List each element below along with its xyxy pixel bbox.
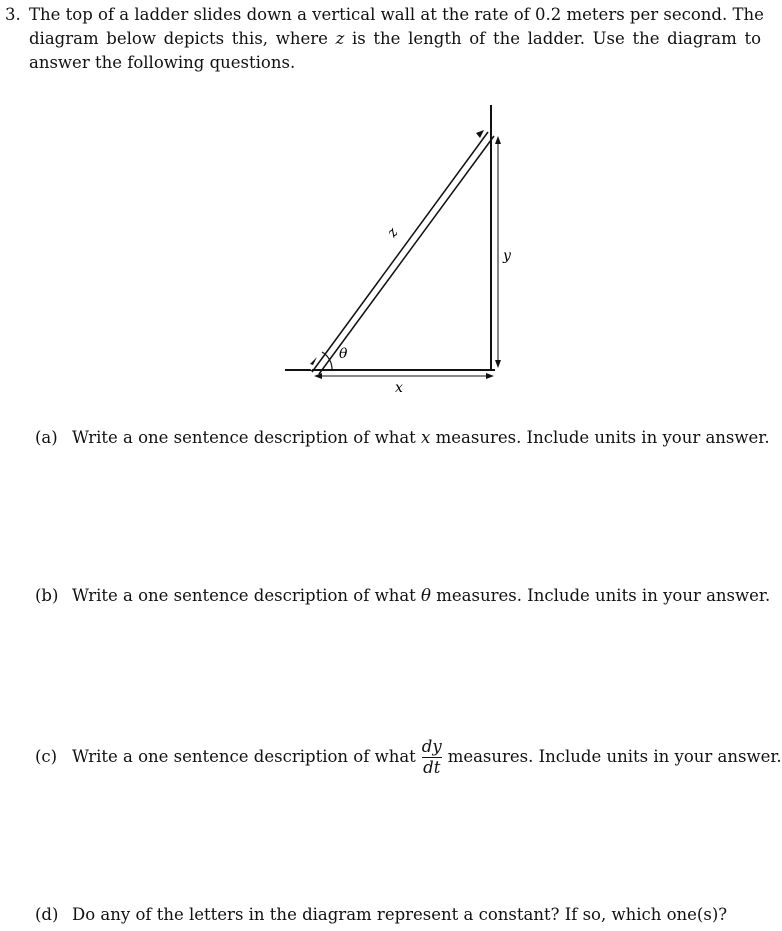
z-dimension-arrow	[310, 130, 484, 365]
question-d-label: (d)	[35, 905, 59, 924]
problem-line-2: diagram below depicts this, where z is the length of the ladder. Use the diagram to	[29, 29, 762, 48]
question-c-label: (c)	[35, 747, 58, 766]
dy-dt-fraction: $\frac{dy}{dt}$	[421, 737, 442, 777]
ladder-diagram	[270, 100, 510, 400]
problem-number: 3.	[5, 5, 21, 24]
x-dimension-arrow	[314, 373, 494, 379]
label-y: y	[503, 248, 511, 264]
problem-statement	[5, 3, 764, 75]
question-a: (a) Write a one sentence description of what x measures. Include units in your answer.	[35, 426, 770, 450]
label-z: z	[384, 225, 402, 241]
question-b-label: (b)	[35, 586, 59, 605]
label-theta: θ	[339, 346, 348, 362]
question-c: (c) Write a one sentence description of what $\frac{dy}{dt}$ measures. Include units in your answer.	[35, 737, 782, 777]
question-d: (d) Do any of the letters in the diagram represent a constant? If so, which one(s)?	[35, 903, 727, 927]
label-x: x	[395, 380, 403, 396]
problem-line-3: answer the following questions.	[29, 53, 296, 72]
problem-line-1: 3. The top of a ladder slides down a vertical wall at the rate of 0.2 meters per second. The	[5, 3, 761, 27]
y-dimension-arrow	[495, 136, 501, 368]
ladder	[311, 130, 494, 374]
question-b: (b) Write a one sentence description of what θ measures. Include units in your answer.	[35, 584, 770, 608]
question-a-label: (a)	[35, 428, 58, 447]
